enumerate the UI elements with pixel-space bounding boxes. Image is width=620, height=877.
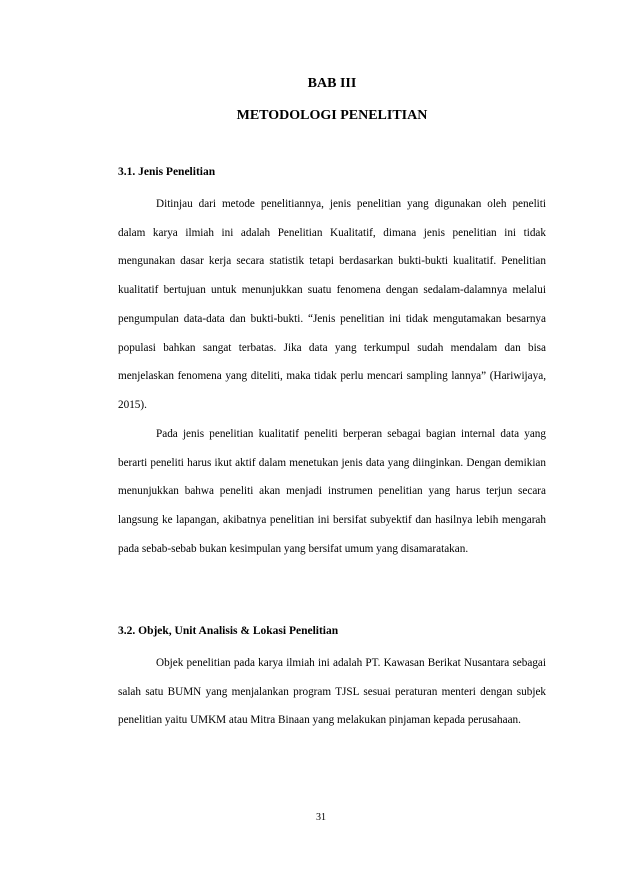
page-number: 31 xyxy=(316,812,326,823)
paragraph-objek-penelitian: Objek penelitian pada karya ilmiah ini adalah PT. Kawasan Berikat Nusantara sebagai salah satu BUMN yang menjalankan program TJSL sesuai peraturan menteri dengan subjek penelitian yaitu UMKM atau Mitra Binaan yang melakukan pinjaman kepada perusahaan. xyxy=(118,657,546,727)
section-heading-objek-penelitian: 3.2. Objek, Unit Analisis & Lokasi Penelitian xyxy=(118,625,339,637)
chapter-label: BAB III xyxy=(307,76,357,91)
chapter-title: METODOLOGI PENELITIAN xyxy=(236,108,428,123)
section-heading-jenis-penelitian: 3.1. Jenis Penelitian xyxy=(118,166,216,178)
paragraph-jenis-penelitian-1: Ditinjau dari metode penelitiannya, jenis penelitian yang digunakan oleh peneliti dalam karya ilmiah ini adalah Penelitian Kualitatif, dimana jenis penelitian ini tidak mengunakan dasar kerja secara statistik tetapi berdasarkan bukti-bukti kualitatif. Penelitian kualitatif bertujuan untuk menunjukkan suatu fenomena dengan sedalam-dalamnya melalui pengumpulan data-data dan bukti-bukti. “Jenis penelitian ini tidak mengutamakan besarnya populasi bahkan sangat terbatas. Jika data yang terkumpul sudah mendalam dan bisa menjelaskan fenomena yang diteliti, maka tidak perlu mencari sampling lannya” (Hariwijaya, 2015). xyxy=(118,198,546,411)
paragraph-jenis-penelitian-2: Pada jenis penelitian kualitatif peneliti berperan sebagai bagian internal data yang berarti peneliti harus ikut aktif dalam menetukan jenis data yang diinginkan. Dengan demikian menunjukkan bahwa peneliti akan menjadi instrumen penelitian yang harus terjun secara langsung ke lapangan, akibatnya penelitian ini bersifat subyektif dan hasilnya lebih mengarah pada sebab-sebab bukan kesimpulan yang bersifat umum yang disamaratakan. xyxy=(118,428,546,555)
